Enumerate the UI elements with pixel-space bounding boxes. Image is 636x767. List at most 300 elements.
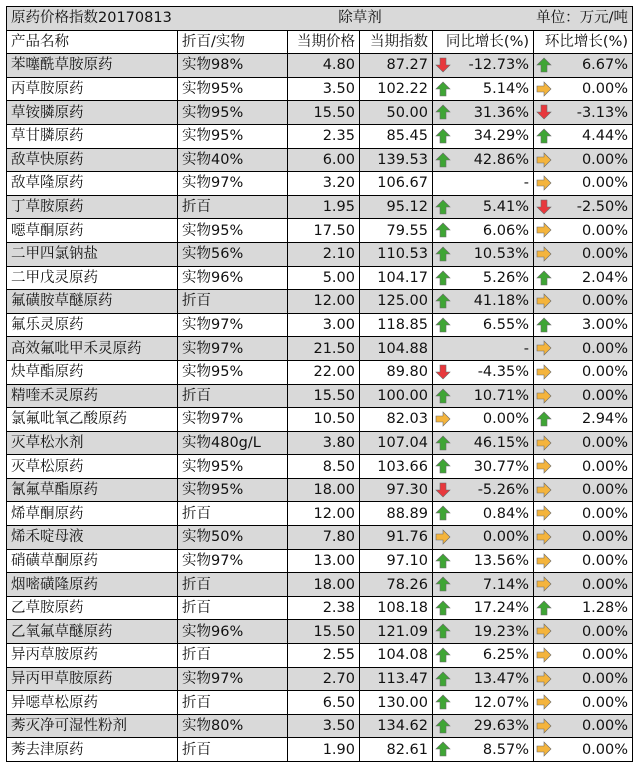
spec-cell [178, 573, 288, 597]
product-name-cell [7, 738, 178, 762]
index-cell [360, 242, 433, 266]
spec-cell [178, 101, 288, 125]
yoy-growth-cell-text: - [523, 175, 529, 192]
yoy-growth-cell [433, 195, 534, 219]
index-cell [360, 313, 433, 337]
mom-growth-cell-text: 0.00% [581, 222, 629, 239]
yoy-growth-cell [433, 337, 534, 361]
product-name-cell [7, 431, 178, 455]
yoy-growth-cell [433, 478, 534, 502]
table-row [7, 124, 633, 148]
orange-right-arrow-icon [536, 718, 552, 734]
price-cell-text: 4.80 [322, 57, 355, 74]
price-cell [288, 313, 360, 337]
yoy-growth-cell [433, 124, 534, 148]
mom-growth-cell [534, 172, 633, 196]
index-cell [360, 667, 433, 691]
green-up-arrow-icon [435, 435, 451, 451]
green-up-arrow-icon [435, 671, 451, 687]
red-down-arrow-icon [435, 482, 451, 498]
product-name-cell-text: 异丙甲草胺原药 [11, 670, 113, 687]
price-cell-text: 2.38 [322, 600, 355, 617]
spec-cell [178, 667, 288, 691]
yoy-growth-cell [433, 313, 534, 337]
index-cell-text: 139.53 [377, 151, 428, 168]
product-name-cell-text: 苯噻酰草胺原药 [11, 57, 113, 74]
green-up-arrow-icon [435, 81, 451, 97]
mom-growth-cell [534, 290, 633, 314]
index-cell-text: 82.03 [386, 411, 428, 428]
price-cell-text: 18.00 [313, 482, 355, 499]
green-up-arrow-icon [435, 388, 451, 404]
orange-right-arrow-icon [536, 175, 552, 191]
yoy-growth-cell-text: 31.36% [473, 104, 529, 121]
yoy-growth-cell-text: 13.56% [473, 552, 529, 569]
table-row [7, 549, 633, 573]
mom-growth-cell [534, 101, 633, 125]
index-cell-text: 85.45 [386, 128, 428, 145]
spec-cell [178, 195, 288, 219]
spec-cell-text: 实物96% [182, 269, 244, 286]
price-cell [288, 124, 360, 148]
price-cell [288, 384, 360, 408]
product-name-cell-text: 烟嘧磺隆原药 [11, 576, 98, 593]
index-cell-text: 106.67 [377, 175, 428, 192]
price-cell-text: 1.90 [322, 741, 355, 758]
orange-right-arrow-icon [536, 293, 552, 309]
title-row [7, 7, 633, 31]
column-header: 同比增长(%) [433, 30, 534, 54]
price-cell-text: 3.80 [322, 434, 355, 451]
spec-cell [178, 360, 288, 384]
spec-cell-text: 实物97% [182, 175, 244, 192]
column-header: 产品名称 [7, 30, 178, 54]
product-name-cell [7, 101, 178, 125]
green-up-arrow-icon [536, 57, 552, 73]
price-cell [288, 620, 360, 644]
yoy-growth-cell [433, 360, 534, 384]
yoy-growth-cell-text: 12.07% [473, 694, 529, 711]
index-cell [360, 172, 433, 196]
mom-growth-cell [534, 738, 633, 762]
spec-cell-text: 实物98% [182, 57, 244, 74]
index-cell-text: 125.00 [377, 293, 428, 310]
product-name-cell [7, 526, 178, 550]
price-cell-text: 6.00 [322, 151, 355, 168]
yoy-growth-cell-text: 42.86% [473, 151, 529, 168]
index-cell [360, 54, 433, 78]
mom-growth-cell [534, 620, 633, 644]
index-cell-text: 97.10 [386, 552, 428, 569]
price-cell-text: 3.20 [322, 175, 355, 192]
table-row [7, 667, 633, 691]
price-cell [288, 549, 360, 573]
table-row [7, 148, 633, 172]
product-name-cell [7, 644, 178, 668]
mom-growth-cell [534, 691, 633, 715]
index-cell [360, 77, 433, 101]
spec-cell [178, 77, 288, 101]
spec-cell-text: 实物95% [182, 222, 244, 239]
price-cell-text: 3.50 [322, 81, 355, 98]
yoy-growth-cell-text: 0.00% [482, 411, 529, 428]
product-name-cell-text: 敌草快原药 [11, 151, 84, 168]
yoy-growth-cell-text: 5.41% [482, 199, 529, 216]
index-cell-text: 91.76 [386, 529, 428, 546]
mom-growth-cell [534, 124, 633, 148]
index-cell [360, 195, 433, 219]
green-up-arrow-icon [435, 741, 451, 757]
spec-cell-text: 实物40% [182, 151, 244, 168]
yoy-growth-cell-text: 29.63% [473, 718, 529, 735]
orange-right-arrow-icon [435, 529, 451, 545]
product-name-cell-text: 氰氟草酯原药 [11, 482, 98, 499]
spec-cell [178, 502, 288, 526]
orange-right-arrow-icon [536, 741, 552, 757]
mom-growth-cell-text: 0.00% [581, 151, 629, 168]
product-name-cell [7, 455, 178, 479]
yoy-growth-cell [433, 691, 534, 715]
price-cell [288, 714, 360, 738]
index-cell-text: 130.00 [377, 694, 428, 711]
yoy-growth-cell [433, 266, 534, 290]
yoy-growth-cell [433, 596, 534, 620]
yoy-growth-cell-text: 17.24% [473, 600, 529, 617]
price-cell [288, 431, 360, 455]
column-header: 当期价格 [288, 30, 360, 54]
mom-growth-cell-text: 1.28% [581, 600, 629, 617]
yoy-growth-cell [433, 384, 534, 408]
price-cell-text: 15.50 [313, 623, 355, 640]
mom-growth-cell-text: 0.00% [581, 505, 629, 522]
mom-growth-cell [534, 384, 633, 408]
price-cell [288, 573, 360, 597]
product-name-cell [7, 596, 178, 620]
spec-cell [178, 478, 288, 502]
mom-growth-cell-text: 0.00% [581, 458, 629, 475]
mom-growth-cell-text: 0.00% [581, 741, 629, 758]
price-cell-text: 1.95 [322, 199, 355, 216]
table-row [7, 455, 633, 479]
column-header: 当期指数 [360, 30, 433, 54]
spec-cell [178, 549, 288, 573]
mom-growth-cell [534, 360, 633, 384]
spec-cell-text: 折百 [182, 387, 211, 404]
index-cell [360, 360, 433, 384]
yoy-growth-cell-text: 10.71% [473, 387, 529, 404]
price-index-sheet [6, 6, 632, 762]
table-row [7, 573, 633, 597]
yoy-growth-cell [433, 101, 534, 125]
green-up-arrow-icon [435, 246, 451, 262]
product-name-cell-text: 异噁草松原药 [11, 694, 98, 711]
price-cell-text: 12.00 [313, 293, 355, 310]
price-cell-text: 17.50 [313, 222, 355, 239]
herbicide-price-table [6, 6, 633, 762]
mom-growth-cell [534, 644, 633, 668]
mom-growth-cell [534, 266, 633, 290]
mom-growth-cell [534, 219, 633, 243]
spec-cell [178, 644, 288, 668]
index-cell-text: 97.30 [386, 482, 428, 499]
orange-right-arrow-icon [536, 529, 552, 545]
mom-growth-cell [534, 77, 633, 101]
price-cell [288, 242, 360, 266]
yoy-growth-cell-text: 30.77% [473, 458, 529, 475]
mom-growth-cell-text: 0.00% [581, 387, 629, 404]
product-name-cell-text: 高效氟吡甲禾灵原药 [11, 340, 142, 357]
index-cell-text: 82.61 [386, 741, 428, 758]
price-cell [288, 290, 360, 314]
price-cell [288, 691, 360, 715]
green-up-arrow-icon [536, 128, 552, 144]
yoy-growth-cell-text: 46.15% [473, 434, 529, 451]
green-up-arrow-icon [435, 152, 451, 168]
mom-growth-cell-text: 0.00% [581, 647, 629, 664]
mom-growth-cell-text: 6.67% [581, 57, 629, 74]
mom-growth-cell [534, 431, 633, 455]
product-name-cell-text: 硝磺草酮原药 [11, 552, 98, 569]
yoy-growth-cell-text: - [523, 340, 529, 357]
spec-cell-text: 实物80% [182, 718, 244, 735]
yoy-growth-cell-text: 6.25% [482, 647, 529, 664]
price-cell [288, 195, 360, 219]
price-cell-text: 5.00 [322, 269, 355, 286]
product-name-cell [7, 266, 178, 290]
mom-growth-cell-text: 0.00% [581, 623, 629, 640]
spec-cell [178, 172, 288, 196]
yoy-growth-cell [433, 431, 534, 455]
spec-cell-text: 实物95% [182, 364, 244, 381]
yoy-growth-cell [433, 573, 534, 597]
price-cell-text: 2.10 [322, 246, 355, 263]
product-name-cell [7, 478, 178, 502]
price-cell-text: 6.50 [322, 694, 355, 711]
product-name-cell-text: 莠灭净可湿性粉剂 [11, 718, 127, 735]
column-header: 环比增长(%) [534, 30, 633, 54]
product-name-cell [7, 77, 178, 101]
product-name-cell-text: 敌草隆原药 [11, 175, 84, 192]
spec-cell [178, 620, 288, 644]
mom-growth-cell [534, 54, 633, 78]
mom-growth-cell-text: -2.50% [576, 199, 629, 216]
price-cell [288, 54, 360, 78]
category-title: 除草剂 [288, 7, 433, 31]
yoy-growth-cell-text: 5.14% [482, 81, 529, 98]
mom-growth-cell-text: -3.13% [576, 104, 629, 121]
index-cell [360, 431, 433, 455]
index-cell [360, 526, 433, 550]
index-cell [360, 455, 433, 479]
orange-right-arrow-icon [536, 458, 552, 474]
price-cell [288, 502, 360, 526]
spec-cell-text: 折百 [182, 741, 211, 758]
price-cell-text: 2.70 [322, 670, 355, 687]
green-up-arrow-icon [536, 411, 552, 427]
product-name-cell [7, 360, 178, 384]
orange-right-arrow-icon [536, 81, 552, 97]
green-up-arrow-icon [435, 104, 451, 120]
mom-growth-cell-text: 0.00% [581, 552, 629, 569]
product-name-cell-text: 炔草酯原药 [11, 364, 84, 381]
orange-right-arrow-icon [536, 553, 552, 569]
mom-growth-cell [534, 337, 633, 361]
orange-right-arrow-icon [435, 411, 451, 427]
mom-growth-cell [534, 526, 633, 550]
yoy-growth-cell [433, 148, 534, 172]
green-up-arrow-icon [435, 694, 451, 710]
mom-growth-cell-text: 0.00% [581, 670, 629, 687]
index-cell-text: 100.00 [377, 387, 428, 404]
product-name-cell [7, 148, 178, 172]
mom-growth-cell [534, 478, 633, 502]
spec-cell [178, 337, 288, 361]
table-row [7, 242, 633, 266]
spec-cell [178, 313, 288, 337]
spec-cell [178, 526, 288, 550]
mom-growth-cell-text: 0.00% [581, 482, 629, 499]
product-name-cell [7, 54, 178, 78]
spec-cell [178, 714, 288, 738]
table-row [7, 691, 633, 715]
table-row [7, 337, 633, 361]
index-cell [360, 101, 433, 125]
orange-right-arrow-icon [536, 152, 552, 168]
product-name-cell [7, 124, 178, 148]
product-name-cell [7, 667, 178, 691]
table-row [7, 620, 633, 644]
index-cell-text: 104.88 [377, 340, 428, 357]
green-up-arrow-icon [435, 270, 451, 286]
index-cell [360, 620, 433, 644]
index-cell-text: 103.66 [377, 458, 428, 475]
mom-growth-cell-text: 3.00% [581, 317, 629, 334]
spec-cell [178, 738, 288, 762]
yoy-growth-cell [433, 738, 534, 762]
spec-cell-text: 实物97% [182, 317, 244, 334]
spec-cell-text: 实物97% [182, 552, 244, 569]
mom-growth-cell-text: 0.00% [581, 434, 629, 451]
index-cell [360, 502, 433, 526]
product-name-cell [7, 219, 178, 243]
spec-cell-text: 实物95% [182, 81, 244, 98]
spec-cell [178, 691, 288, 715]
product-name-cell-text: 噁草酮原药 [11, 222, 84, 239]
yoy-growth-cell [433, 242, 534, 266]
index-cell-text: 104.17 [377, 269, 428, 286]
spec-cell-text: 实物96% [182, 623, 244, 640]
table-row [7, 431, 633, 455]
red-down-arrow-icon [536, 199, 552, 215]
green-up-arrow-icon [435, 718, 451, 734]
table-row [7, 738, 633, 762]
orange-right-arrow-icon [536, 505, 552, 521]
index-cell [360, 219, 433, 243]
yoy-growth-cell [433, 172, 534, 196]
product-name-cell [7, 172, 178, 196]
mom-growth-cell [534, 455, 633, 479]
index-cell-text: 50.00 [386, 104, 428, 121]
table-row [7, 502, 633, 526]
index-cell-text: 79.55 [386, 222, 428, 239]
index-cell-text: 104.08 [377, 647, 428, 664]
index-cell [360, 714, 433, 738]
price-cell-text: 7.80 [322, 529, 355, 546]
red-down-arrow-icon [435, 364, 451, 380]
product-name-cell [7, 384, 178, 408]
product-name-cell-text: 二甲戊灵原药 [11, 269, 98, 286]
table-row [7, 101, 633, 125]
yoy-growth-cell-text: 6.55% [482, 317, 529, 334]
product-name-cell-text: 草铵膦原药 [11, 104, 84, 121]
product-name-cell [7, 337, 178, 361]
green-up-arrow-icon [435, 128, 451, 144]
price-cell-text: 2.55 [322, 647, 355, 664]
table-row [7, 408, 633, 432]
product-name-cell-text: 异丙草胺原药 [11, 647, 98, 664]
mom-growth-cell [534, 408, 633, 432]
yoy-growth-cell-text: 34.29% [473, 128, 529, 145]
green-up-arrow-icon [435, 576, 451, 592]
price-cell-text: 8.50 [322, 458, 355, 475]
yoy-growth-cell-text: 5.26% [482, 269, 529, 286]
product-name-cell [7, 714, 178, 738]
mom-growth-cell-text: 0.00% [581, 576, 629, 593]
spec-cell-text: 折百 [182, 293, 211, 310]
table-row [7, 195, 633, 219]
yoy-growth-cell [433, 667, 534, 691]
spec-cell [178, 266, 288, 290]
price-cell-text: 12.00 [313, 505, 355, 522]
price-cell [288, 738, 360, 762]
price-cell [288, 172, 360, 196]
product-name-cell [7, 691, 178, 715]
spec-cell [178, 431, 288, 455]
table-row [7, 644, 633, 668]
index-cell [360, 478, 433, 502]
mom-growth-cell [534, 667, 633, 691]
price-cell-text: 10.50 [313, 411, 355, 428]
index-cell-text: 118.85 [377, 317, 428, 334]
green-up-arrow-icon [536, 317, 552, 333]
yoy-growth-cell [433, 502, 534, 526]
spec-cell [178, 242, 288, 266]
spec-cell-text: 折百 [182, 600, 211, 617]
table-row [7, 360, 633, 384]
mom-growth-cell [534, 313, 633, 337]
report-title: 原药价格指数20170813 [7, 7, 288, 31]
index-cell [360, 408, 433, 432]
mom-growth-cell-text: 0.00% [581, 175, 629, 192]
spec-cell [178, 290, 288, 314]
price-cell [288, 596, 360, 620]
table-row [7, 384, 633, 408]
orange-right-arrow-icon [536, 623, 552, 639]
index-cell [360, 596, 433, 620]
product-name-cell [7, 290, 178, 314]
price-cell [288, 77, 360, 101]
mom-growth-cell [534, 242, 633, 266]
price-cell-text: 18.00 [313, 576, 355, 593]
spec-cell [178, 124, 288, 148]
product-name-cell [7, 313, 178, 337]
yoy-growth-cell [433, 77, 534, 101]
orange-right-arrow-icon [536, 647, 552, 663]
spec-cell-text: 实物56% [182, 246, 244, 263]
index-cell-text: 113.47 [377, 670, 428, 687]
index-cell [360, 384, 433, 408]
table-row [7, 77, 633, 101]
